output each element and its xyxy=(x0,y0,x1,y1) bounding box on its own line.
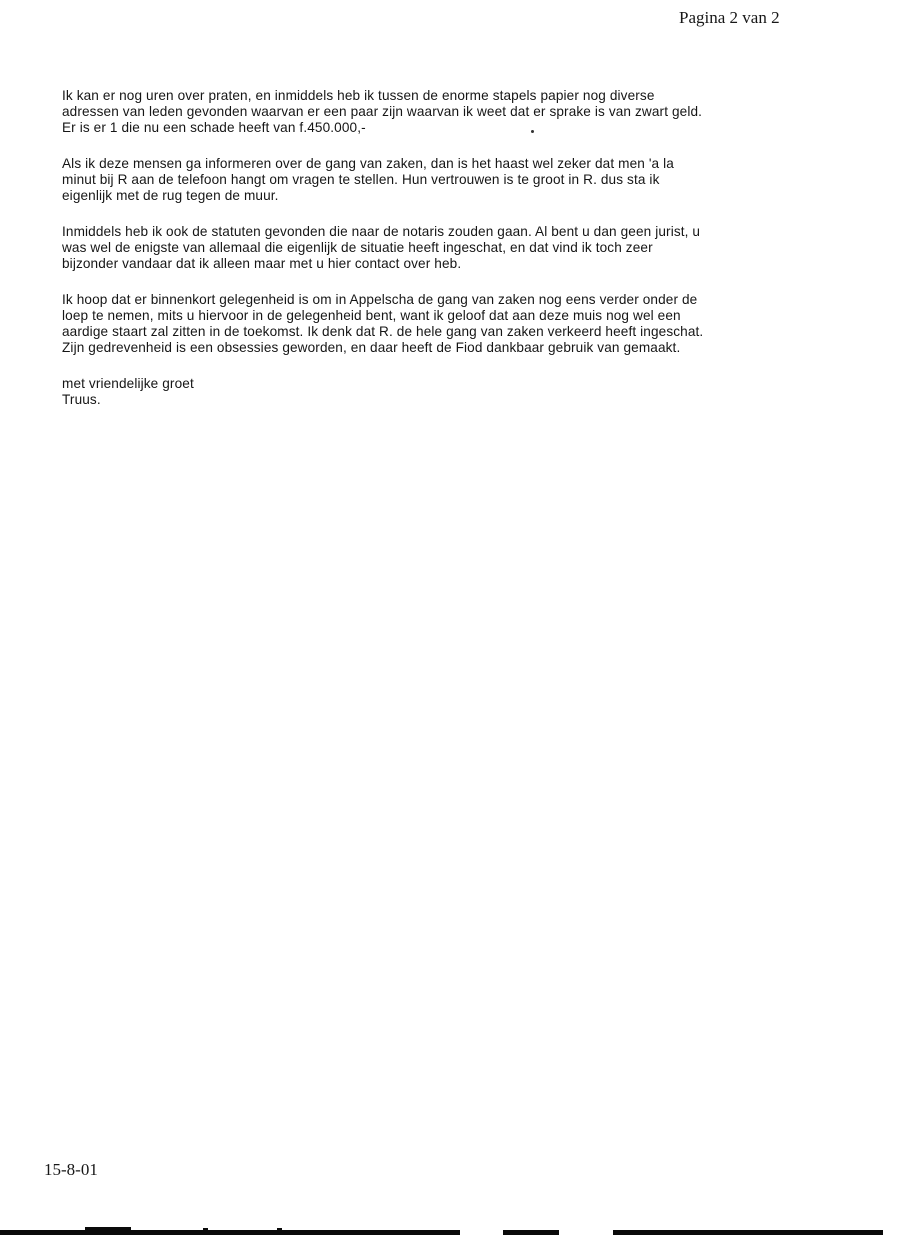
scan-noise-speck xyxy=(277,1228,282,1230)
paragraph-line: Er is er 1 die nu een schade heeft van f.450.000,- xyxy=(62,120,366,135)
scan-noise-speck xyxy=(85,1227,131,1230)
scan-edge-bar-segment xyxy=(613,1230,883,1235)
paragraph-line: Als ik deze mensen ga informeren over de gang van zaken, dan is het haast wel zeker dat men 'a la xyxy=(62,156,674,171)
scan-noise-speck xyxy=(203,1228,208,1230)
paragraph-line: was wel de enigste van allemaal die eigenlijk de situatie heeft ingeschat, en dat vind ik toch zeer xyxy=(62,240,653,255)
paragraph xyxy=(62,88,792,136)
scan-artifact-dot xyxy=(531,130,534,133)
paragraph xyxy=(62,156,792,204)
paragraph-line: minut bij R aan de telefoon hangt om vragen te stellen. Hun vertrouwen is te groot in R. dus sta ik xyxy=(62,172,660,187)
paragraph-line: aardige staart zal zitten in de toekomst. Ik denk dat R. de hele gang van zaken verkeerd heeft ingeschat. xyxy=(62,324,704,339)
paragraph-line: loep te nemen, mits u hiervoor in de gelegenheid bent, want ik geloof dat aan deze muis nog wel een xyxy=(62,308,681,323)
paragraph-line: Truus. xyxy=(62,392,101,407)
letter-body xyxy=(62,88,792,428)
paragraph-line: bijzonder vandaar dat ik alleen maar met u hier contact over heb. xyxy=(62,256,462,271)
page-number-header: Pagina 2 van 2 xyxy=(679,8,780,27)
paragraph-line: Ik hoop dat er binnenkort gelegenheid is om in Appelscha de gang van zaken nog eens verder onder de xyxy=(62,292,698,307)
paragraph-line: Inmiddels heb ik ook de statuten gevonden die naar de notaris zouden gaan. Al bent u dan geen jurist, u xyxy=(62,224,701,239)
scan-edge-bar-segment xyxy=(503,1230,559,1235)
scan-edge-bar-segment xyxy=(0,1230,460,1235)
paragraph-line: Ik kan er nog uren over praten, en inmiddels heb ik tussen de enorme stapels papier nog diverse xyxy=(62,88,655,103)
paragraph-line: eigenlijk met de rug tegen de muur. xyxy=(62,188,279,203)
footer-date: 15-8-01 xyxy=(44,1160,98,1179)
paragraph xyxy=(62,376,792,408)
paragraph-line: met vriendelijke groet xyxy=(62,376,194,391)
paragraph-line: adressen van leden gevonden waarvan er een paar zijn waarvan ik weet dat er sprake is van zwart geld. xyxy=(62,104,703,119)
paragraph-line: Zijn gedrevenheid is een obsessies geworden, en daar heeft de Fiod dankbaar gebruik van gemaakt. xyxy=(62,340,681,355)
paragraph xyxy=(62,224,792,272)
paragraph xyxy=(62,292,792,356)
